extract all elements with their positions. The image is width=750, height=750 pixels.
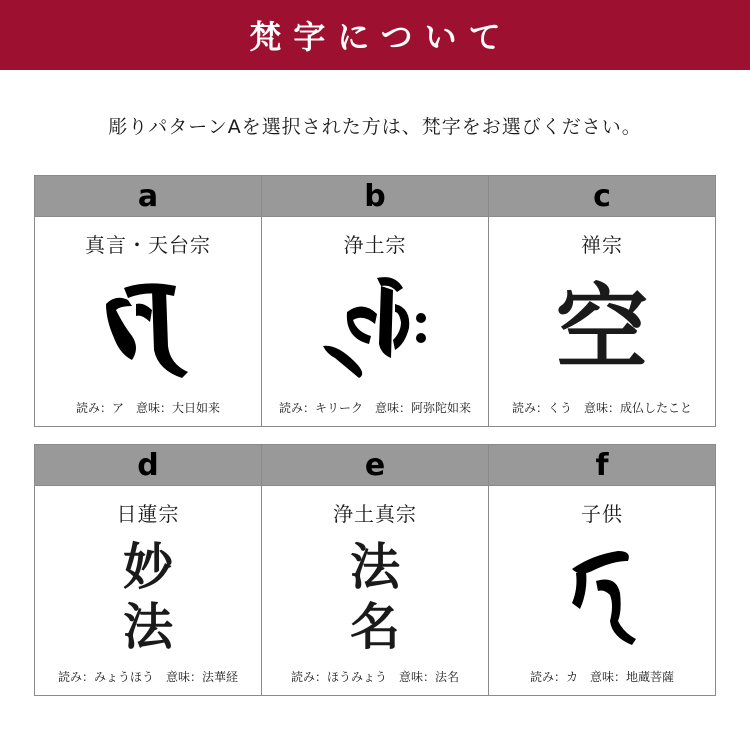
reading-caption: 読み：カ 意味：地蔵菩薩: [529, 670, 674, 684]
kanji-glyph-stack: [123, 537, 173, 657]
kanji-glyph: 名: [350, 597, 400, 656]
kanji-glyph: 法: [350, 537, 400, 596]
kanji-glyph: 妙: [123, 537, 173, 596]
bonji-kiriku-glyph: [319, 274, 431, 382]
option-d[interactable]: [35, 444, 262, 696]
reading-caption: 読み：ア 意味：大日如来: [75, 401, 220, 415]
option-letter: e: [262, 444, 488, 486]
option-letter: c: [489, 175, 715, 217]
header-banner: [0, 0, 750, 70]
option-b[interactable]: [262, 175, 489, 427]
kanji-glyph: 法: [123, 597, 173, 656]
reading-caption: 読み：キリーク 意味：阿弥陀如来: [278, 401, 471, 415]
reading-caption: 読み：ほうみょう 意味：法名: [290, 670, 459, 684]
option-letter: a: [35, 175, 261, 217]
header-title: 梵字について: [249, 18, 513, 56]
reading-caption: 読み：みょうほう 意味：法華経: [57, 670, 238, 684]
reading-caption: 読み：くう 意味：成仏したこと: [511, 401, 692, 415]
intro-text: 彫りパターンAを選択された方は、梵字をお選びください。: [108, 116, 642, 138]
sect-name: 子供: [581, 502, 623, 526]
option-letter: b: [262, 175, 488, 217]
sect-name: 日蓮宗: [116, 502, 180, 526]
sect-name: 禅宗: [581, 233, 623, 257]
option-c[interactable]: [489, 175, 715, 427]
option-letter: d: [35, 444, 261, 486]
option-row-2: [34, 444, 716, 696]
bonji-ka-glyph: [562, 547, 642, 647]
sect-name: 浄土宗: [343, 233, 407, 257]
option-row-1: [34, 175, 716, 427]
option-letter: f: [489, 444, 715, 486]
option-e[interactable]: [262, 444, 489, 696]
sect-name: 浄土真宗: [333, 502, 417, 526]
option-f[interactable]: [489, 444, 715, 696]
kanji-glyph: 空: [555, 274, 648, 382]
kanji-glyph-stack: [350, 537, 400, 657]
bonji-a-glyph: [98, 276, 198, 381]
option-a[interactable]: [35, 175, 262, 427]
sect-name: 真言・天台宗: [85, 233, 211, 257]
